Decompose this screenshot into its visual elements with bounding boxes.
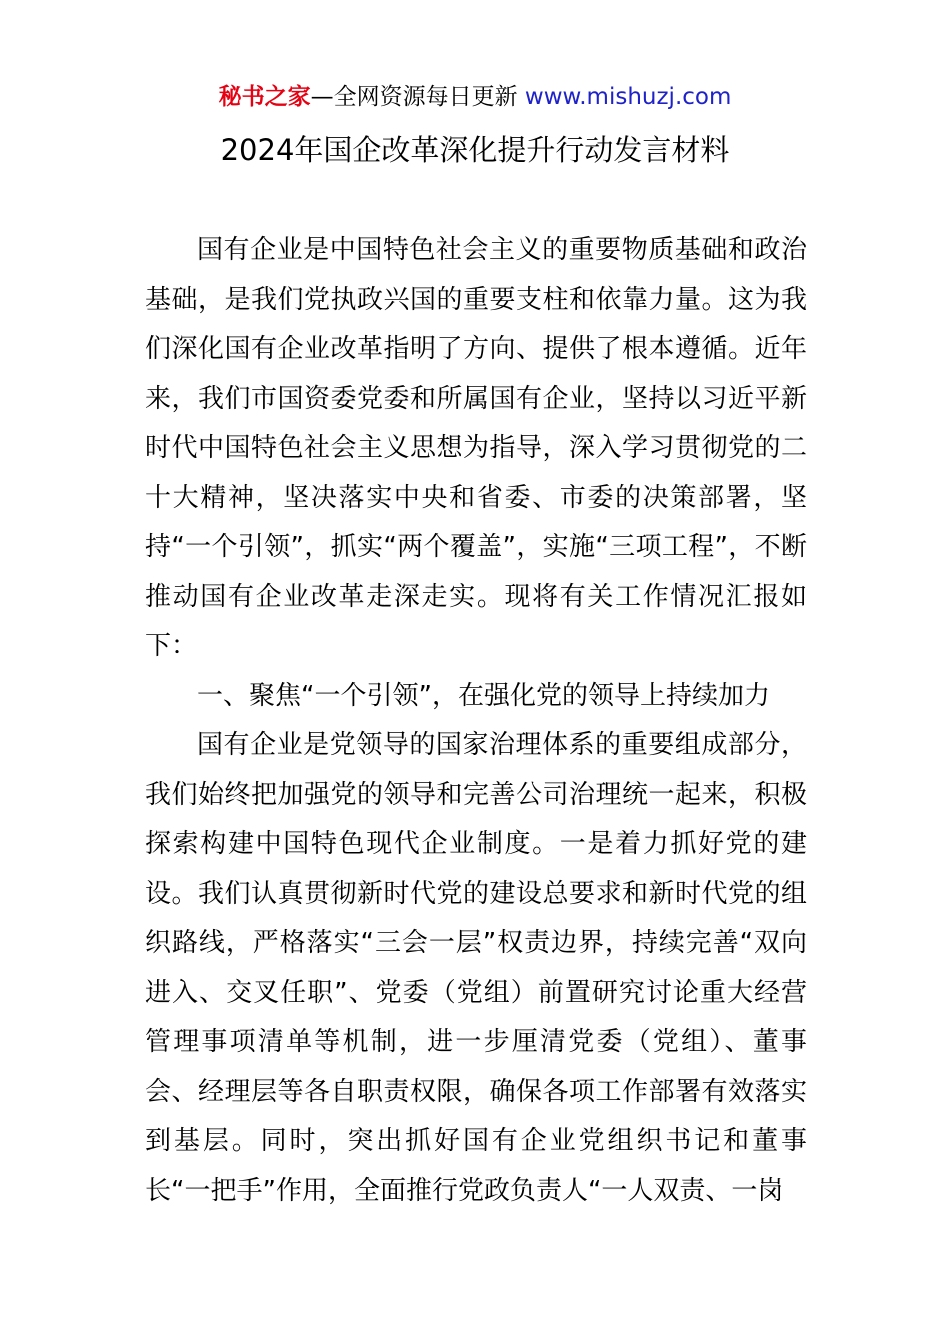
header-tagline: —全网资源每日更新 [310,84,525,110]
document-body [145,226,807,1216]
intro-paragraph: 国有企业是中国特色社会主义的重要物质基础和政治基础，是我们党执政兴国的重要支柱和依靠力量。这为我们深化国有企业改革指明了方向、提供了根本遵循。近年来，我们市国资委党委和所属国有企业，坚持以习近平新时代中国特色社会主义思想为指导，深入学习贯彻党的二十大精神，坚决落实中央和省委、市委的决策部署，坚持“一个引领”，抓实“两个覆盖”，实施“三项工程”，不断推动国有企业改革走深走实。现将有关工作情况汇报如下： [145,235,807,661]
document-title: 2024年国企改革深化提升行动发言材料 [220,133,730,167]
section-heading: 一、聚焦“一个引领”，在强化党的领导上持续加力 [197,680,770,711]
website-link[interactable]: www.mishuzj.com [524,84,732,110]
site-header [0,82,950,112]
brand-name: 秘书之家 [218,84,311,110]
section-paragraph: 国有企业是党领导的国家治理体系的重要组成部分，我们始终把加强党的领导和完善公司治理统一起来，积极探索构建中国特色现代企业制度。一是着力抓好党的建设。我们认真贯彻新时代党的建设总要求和新时代党的组织路线，严格落实“三会一层”权责边界，持续完善“双向进入、交叉任职”、党委（党组）前置研究讨论重大经营管理事项清单等机制，进一步厘清党委（党组）、董事会、经理层等各自职责权限，确保各项工作部署有效落实到基层。同时，突出抓好国有企业党组织书记和董事长“一把手”作用，全面推行党政负责人“一人双责、一岗 [145,730,807,1206]
